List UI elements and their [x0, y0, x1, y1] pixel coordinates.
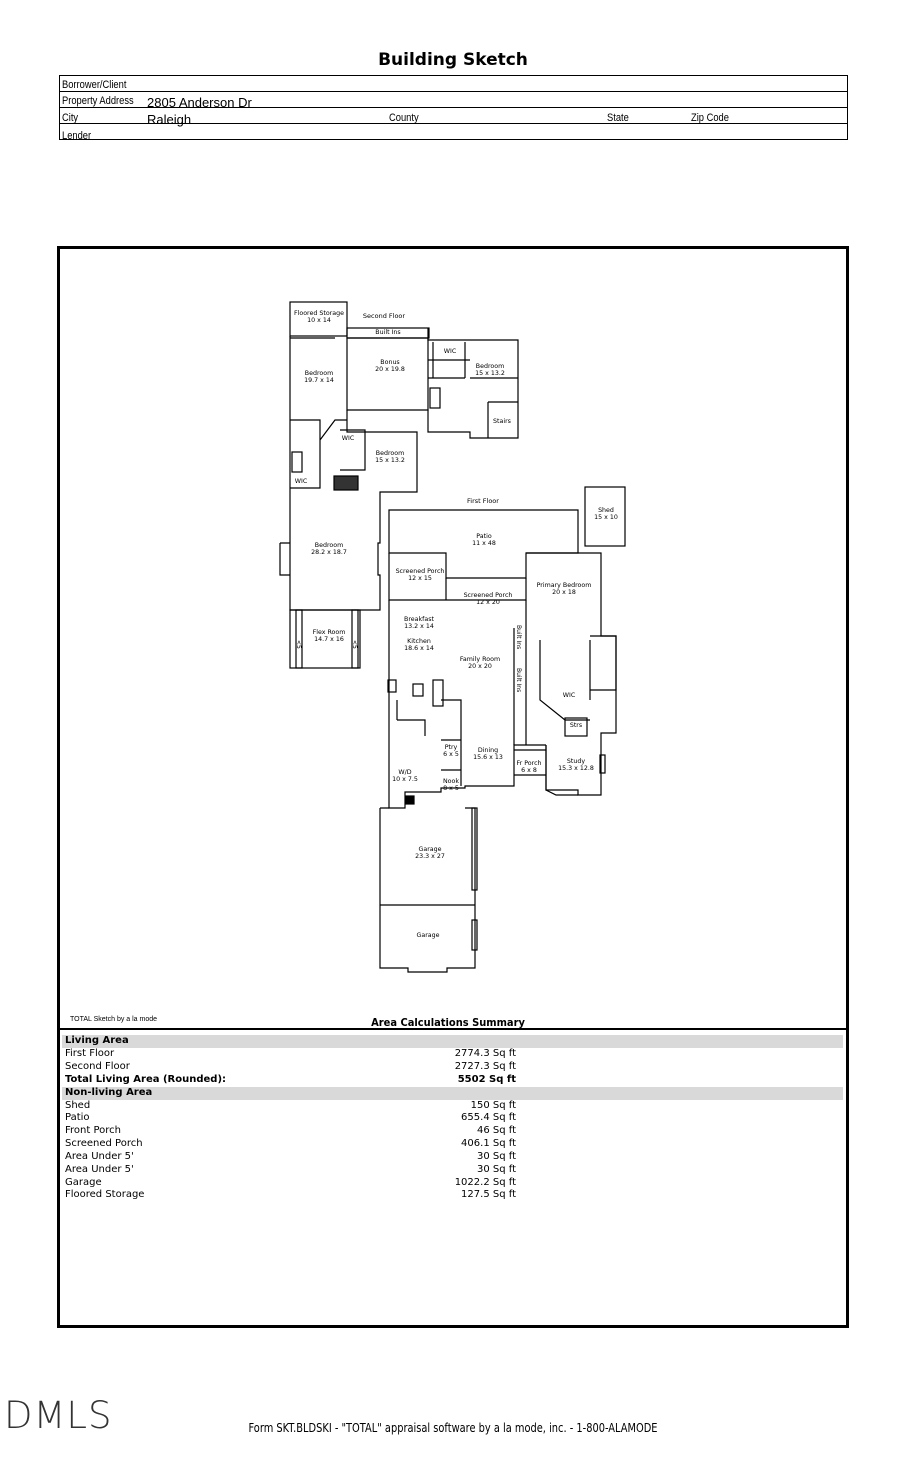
room-dims-screened-porch-2: 12 x 20 — [476, 599, 500, 606]
room-dims-flex-room: 14.7 x 16 — [314, 636, 344, 643]
room-label-breakfast: Breakfast — [404, 616, 434, 623]
city-value: Raleigh — [147, 112, 192, 127]
city-label: City — [62, 112, 79, 124]
room-label-wd: W/D — [398, 769, 412, 776]
living-area-header: Living Area — [62, 1035, 843, 1048]
room-dims-patio: 11 x 48 — [472, 540, 496, 547]
room-dims-kitchen: 18.6 x 14 — [404, 645, 434, 652]
living-row: Second Floor 2727.3 Sq ft — [65, 1061, 516, 1072]
nonliving-row: Floored Storage 127.5 Sq ft — [65, 1189, 516, 1200]
room-label-floored-storage: Floored Storage — [293, 310, 345, 317]
room-dims-wd: 10 x 7.5 — [392, 776, 418, 783]
room-dims-primary-bedroom: 20 x 18 — [552, 589, 576, 596]
garage-outline — [380, 808, 475, 972]
nonliving-area-header: Non-living Area — [62, 1087, 843, 1100]
room-dims-bedroom-1: 15 x 13.2 — [475, 370, 505, 377]
nonliving-row: Patio 655.4 Sq ft — [65, 1112, 516, 1123]
room-label-screened-porch-2: Screened Porch — [463, 592, 513, 599]
form-footer: Form SKT.BLDSKI - "TOTAL" appraisal software by a la mode, inc. - 1-800-ALAMODE — [248, 1421, 658, 1435]
room-dims-dining: 15.6 x 13 — [473, 754, 503, 761]
nonliving-row: Screened Porch 406.1 Sq ft — [65, 1138, 516, 1149]
room-label-garage-1: Garage — [418, 846, 442, 853]
room-dims-breakfast: 13.2 x 14 — [404, 623, 434, 630]
room-label-family-room: Family Room — [459, 656, 501, 663]
summary-divider — [57, 1028, 849, 1030]
nonliving-row: Shed 150 Sq ft — [65, 1100, 516, 1111]
room-label-shed: Shed — [598, 507, 614, 514]
room-label-ptry: Ptry — [444, 744, 458, 751]
room-label-bedroom-1: Bedroom — [475, 363, 505, 370]
room-label-wic-1: WIC — [443, 348, 457, 355]
room-dims-garage-1: 23.3 x 27 — [415, 853, 445, 860]
dmls-logo: DMLS — [4, 1394, 113, 1437]
built-ins-vertical-1: Built Ins — [515, 625, 522, 650]
room-dims-bedroom-2: 19.7 x 14 — [304, 377, 334, 384]
room-dims-bedroom-4: 28.2 x 18.7 — [311, 549, 347, 556]
room-label-bedroom-4: Bedroom — [314, 542, 344, 549]
nonliving-row: Area Under 5' 30 Sq ft — [65, 1164, 516, 1175]
county-label: County — [389, 112, 419, 124]
nonliving-row: Area Under 5' 30 Sq ft — [65, 1151, 516, 1162]
room-label-flex-room: Flex Room — [312, 629, 346, 636]
bonus-outline — [347, 338, 428, 410]
room-label-wic-2: WIC — [341, 435, 355, 442]
room-label-screened-porch-1: Screened Porch — [395, 568, 445, 575]
second-floor-label: Second Floor — [362, 312, 406, 320]
room-label-bedroom-3: Bedroom — [375, 450, 405, 457]
lender-label: Lender — [62, 130, 92, 142]
room-dims-screened-porch-1: 12 x 15 — [408, 575, 432, 582]
zip-label: Zip Code — [691, 112, 729, 124]
room-label-fr-porch: Fr Porch — [516, 760, 542, 767]
room-dims-family-room: 20 x 20 — [468, 663, 492, 670]
room-dims-floored-storage: 10 x 14 — [307, 317, 331, 324]
page-title: Building Sketch — [378, 50, 528, 70]
room-dims-fr-porch: 6 x 8 — [521, 767, 537, 774]
sketch-note: TOTAL Sketch by a la mode — [70, 1016, 158, 1023]
nonliving-row: Front Porch 46 Sq ft — [65, 1125, 516, 1136]
state-label: State — [607, 112, 629, 124]
room-label-stairs: Stairs — [493, 418, 511, 425]
nonliving-row: Garage 1022.2 Sq ft — [65, 1177, 516, 1188]
room-dims-ptry: 6 x 5 — [443, 751, 459, 758]
lt5-label-b: <5 — [351, 640, 358, 649]
room-dims-shed: 15 x 10 — [594, 514, 618, 521]
room-label-strs: Strs — [569, 722, 583, 729]
built-ins-vertical-2: Built Ins — [515, 668, 522, 693]
total-living-row: Total Living Area (Rounded): 5502 Sq ft — [65, 1074, 516, 1085]
room-label-primary-bedroom: Primary Bedroom — [536, 582, 592, 589]
room-label-nook: Nook — [442, 778, 460, 785]
room-label-patio: Patio — [476, 533, 492, 540]
address-value: 2805 Anderson Dr — [147, 95, 252, 110]
first-floor-label: First Floor — [467, 497, 499, 505]
lt5-label-a: <5 — [295, 640, 302, 649]
address-label: Property Address — [62, 95, 134, 107]
summary-title: Area Calculations Summary — [371, 1016, 525, 1029]
room-dims-bonus: 20 x 19.8 — [375, 366, 405, 373]
room-label-wic-4: WIC — [562, 692, 576, 699]
borrower-label: Borrower/Client — [62, 79, 127, 91]
room-label-kitchen: Kitchen — [407, 638, 431, 645]
room-label-wic-3: WIC — [294, 478, 308, 485]
room-dims-nook: 8 x 5 — [443, 785, 459, 792]
room-label-garage-2: Garage — [416, 932, 440, 939]
living-row: First Floor 2774.3 Sq ft — [65, 1048, 516, 1059]
room-label-study: Study — [566, 758, 586, 765]
room-label-bonus: Bonus — [380, 359, 400, 366]
room-label-bedroom-2: Bedroom — [304, 370, 334, 377]
room-label-built-ins-upper: Built Ins — [375, 329, 401, 336]
room-label-dining: Dining — [477, 747, 499, 754]
room-dims-study: 15.3 x 12.8 — [558, 765, 594, 772]
room-dims-bedroom-3: 15 x 13.2 — [375, 457, 405, 464]
